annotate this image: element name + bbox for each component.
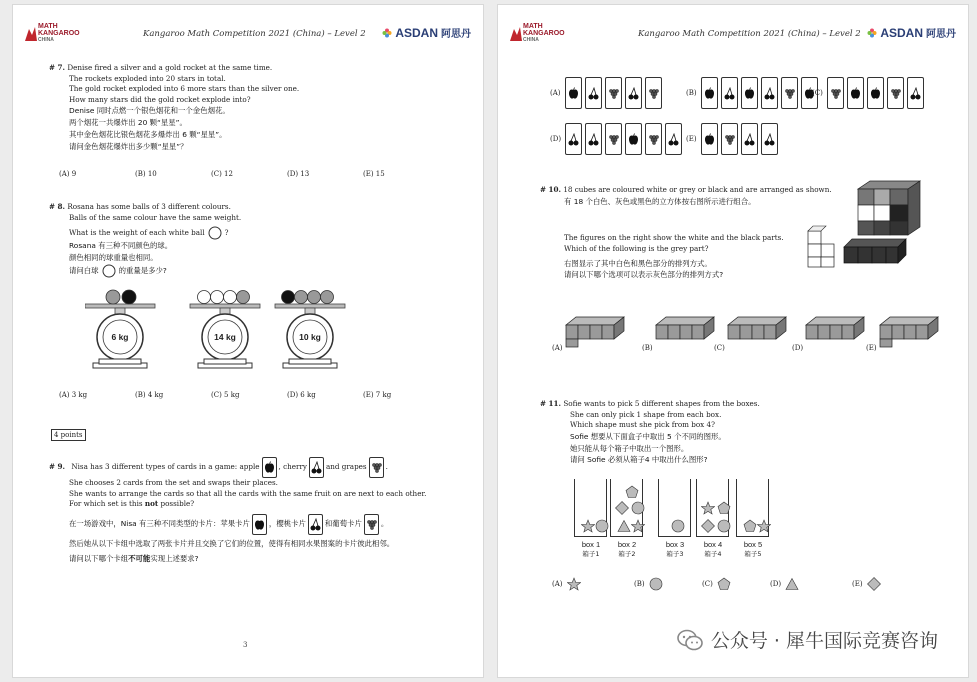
q8-options bbox=[59, 391, 391, 399]
pentagon-shape-icon bbox=[743, 519, 757, 533]
box-5 bbox=[736, 479, 769, 537]
q10-grey-shape-d bbox=[804, 315, 870, 349]
grapes-icon bbox=[371, 461, 382, 474]
q9-option-label: (B) bbox=[686, 89, 697, 97]
box-1-label: box 1 箱子1 bbox=[581, 540, 601, 558]
grapes-card bbox=[781, 77, 798, 109]
q10-grey-shape-e bbox=[878, 315, 944, 349]
grapes-icon bbox=[648, 87, 659, 100]
q9-option-label: (D) bbox=[550, 135, 562, 143]
full-cube-arrangement bbox=[858, 181, 920, 235]
watermark-text: 公众号 · 犀牛国际竞赛咨询 bbox=[710, 630, 938, 652]
box-4-label: box 4 箱子4 bbox=[703, 540, 723, 558]
grapes-icon bbox=[608, 133, 619, 146]
q8-option-d[interactable]: (D) 6 kg bbox=[287, 391, 316, 399]
q10-grey-shape-a bbox=[564, 315, 630, 349]
grapes-card bbox=[605, 77, 622, 109]
right-page bbox=[497, 4, 969, 678]
q11-option-d[interactable] bbox=[770, 577, 799, 591]
cherry-icon bbox=[910, 87, 921, 100]
cherry-icon bbox=[310, 518, 321, 531]
apple-card bbox=[625, 123, 642, 155]
grapes-card bbox=[827, 77, 844, 109]
pentagon-shape-icon bbox=[717, 501, 731, 515]
q11-option-label: (C) bbox=[702, 580, 713, 588]
apple-icon bbox=[850, 87, 861, 100]
diamond-shape-icon bbox=[701, 519, 715, 533]
box-2 bbox=[610, 479, 643, 537]
page-number: 3 bbox=[243, 641, 248, 649]
wechat-watermark bbox=[677, 626, 938, 653]
grapes-card bbox=[605, 123, 622, 155]
apple-icon bbox=[704, 133, 715, 146]
box-3-label: box 3 箱子3 bbox=[665, 540, 685, 558]
circle-shape-icon bbox=[649, 577, 663, 591]
q7-option-a[interactable]: (A) 9 bbox=[59, 170, 77, 178]
asdan-flower-icon bbox=[382, 28, 392, 38]
q9-option-label: (A) bbox=[550, 89, 561, 97]
cherry-card bbox=[721, 77, 738, 109]
q10-cubes-figure bbox=[798, 179, 958, 279]
q9-option-label: (E) bbox=[686, 135, 697, 143]
triangle-shape-icon bbox=[785, 577, 799, 591]
points-label: 4 points bbox=[51, 429, 86, 441]
kangaroo-logo-icon bbox=[508, 25, 524, 43]
question-10: # 10. 18 cubes are coloured white or grey or black and are arranged as shown. 有 18 个白色、灰色或黑色的立方体按右图所示进行组合。 The figures on the right show the white and the black parts. Which of the following is the grey part? 右图显示了其中白色和黑色部分的排列方式。 请问以下哪个选项可以表示灰色部分的排列方式? bbox=[540, 185, 832, 280]
wechat-icon bbox=[677, 629, 703, 651]
scale-1-reading: 6 kg bbox=[111, 332, 129, 342]
scale-2-reading: 14 kg bbox=[214, 332, 236, 342]
q9-option-d[interactable] bbox=[550, 123, 682, 155]
q11-option-label: (B) bbox=[634, 580, 645, 588]
q7-option-e[interactable]: (E) 15 bbox=[363, 170, 385, 178]
q9-option-b[interactable] bbox=[686, 77, 818, 109]
pentagon-shape-icon bbox=[625, 485, 639, 499]
scale-3-reading: 10 kg bbox=[299, 332, 321, 342]
star-shape-icon bbox=[631, 519, 645, 533]
cherry-card bbox=[741, 123, 758, 155]
question-8: # 8. Rosana has some balls of 3 different colours. Balls of the same colour have the same weight. What is the weight of each white ball ? Rosana 有三种不同颜色的球。 颜色相同的球重量也相同。 请问白球 的重量是多少? bbox=[49, 202, 241, 278]
apple-icon bbox=[254, 518, 265, 531]
apple-card bbox=[565, 77, 582, 109]
apple-card bbox=[741, 77, 758, 109]
apple-icon bbox=[870, 87, 881, 100]
q9-option-c[interactable] bbox=[812, 77, 924, 109]
scale-3 bbox=[275, 291, 345, 369]
cherry-icon bbox=[568, 133, 579, 146]
black-part bbox=[844, 239, 906, 263]
q10-option-c[interactable]: (C) bbox=[714, 344, 725, 352]
q10-option-d[interactable]: (D) bbox=[792, 344, 804, 352]
q10-grey-shape-b bbox=[654, 315, 720, 349]
cherry-card bbox=[625, 77, 642, 109]
grapes-icon bbox=[608, 87, 619, 100]
circle-shape-icon bbox=[595, 519, 609, 533]
scales-figure bbox=[85, 287, 385, 377]
grapes-card bbox=[645, 77, 662, 109]
q11-option-c[interactable] bbox=[702, 577, 731, 591]
pentagon-shape-icon bbox=[717, 577, 731, 591]
white-ball-icon bbox=[102, 264, 116, 278]
apple-card bbox=[252, 514, 267, 535]
header-title: Kangaroo Math Competition 2021 (China) – Level 2 bbox=[638, 29, 861, 39]
apple-card bbox=[847, 77, 864, 109]
scale-1 bbox=[85, 290, 155, 368]
grapes-card bbox=[369, 457, 384, 478]
math-kangaroo-logo: MATH KANGAROO CHINA bbox=[23, 23, 87, 47]
cherry-icon bbox=[311, 461, 322, 474]
cherry-icon bbox=[724, 87, 735, 100]
star-shape-icon bbox=[567, 577, 581, 591]
white-ball-icon bbox=[208, 226, 222, 240]
q8-option-e[interactable]: (E) 7 kg bbox=[363, 391, 392, 399]
cherry-card bbox=[907, 77, 924, 109]
circle-shape-icon bbox=[631, 501, 645, 515]
cherry-card bbox=[585, 77, 602, 109]
cherry-card bbox=[308, 514, 323, 535]
q11-option-label: (A) bbox=[552, 580, 563, 588]
asdan-logo: ASDAN 阿思丹 bbox=[382, 25, 471, 40]
q8-option-c[interactable]: (C) 5 kg bbox=[211, 391, 240, 399]
q11-option-label: (D) bbox=[770, 580, 782, 588]
q8-option-b[interactable]: (B) 4 kg bbox=[135, 391, 164, 399]
q10-option-a[interactable]: (A) bbox=[552, 344, 563, 352]
q7-options bbox=[59, 170, 385, 178]
apple-icon bbox=[264, 461, 275, 474]
grapes-icon bbox=[648, 133, 659, 146]
q8-option-a[interactable]: (A) 3 kg bbox=[59, 391, 88, 399]
q11-option-b[interactable] bbox=[634, 577, 663, 591]
box-5-label: box 5 箱子5 bbox=[743, 540, 763, 558]
question-7: # 7. Denise fired a silver and a gold rocket at the same time. The rockets exploded into 20 stars in total. The gold rocket exploded into 6 more stars than the silver one. How many stars did the gold rocket explode into? Denise 同时点燃一个银色烟花和一个金色烟花。 两个烟花一共爆炸出 20 颗“星星”。 其中金色烟花比银色烟花多爆炸出 6 颗“星星”。 请问金色烟花爆炸出多少颗“星星”？ bbox=[49, 63, 300, 151]
apple-icon bbox=[744, 87, 755, 100]
star-shape-icon bbox=[581, 519, 595, 533]
question-9: # 9. Nisa has 3 different types of cards in a game: apple , cherry and grapes . She chooses 2 cards from the set and swaps their places. She wants to arrange the cards so that all the cards with the same fruit on are next to each other. For which set is this not possible? 在一场游戏中，Nisa 有三种不同类型的卡片：苹果卡片 ，樱桃卡片 和葡萄卡片 。 然后她从以下卡组中选取了两张卡片并且交换了它们的位置，使得有相同水果图案的卡片彼此相邻。 请问以下哪个卡组不可能实现上述要求? bbox=[49, 457, 479, 564]
apple-icon bbox=[704, 87, 715, 100]
box-1 bbox=[574, 479, 607, 537]
cherry-icon bbox=[668, 133, 679, 146]
cherry-icon bbox=[588, 87, 599, 100]
cherry-card bbox=[309, 457, 324, 478]
question-11: # 11. Sofie wants to pick 5 different shapes from the boxes. She can only pick 1 shape from each box. Which shape must she pick from box 4? Sofie 想要从下面盒子中取出 5 个不同的图形。 她只能从每个箱子中取出一个图形。 请问 Sofie 必须从箱子4 中取出什么图形? bbox=[540, 399, 760, 465]
cherry-card bbox=[565, 123, 582, 155]
apple-icon bbox=[568, 87, 579, 100]
q11-option-label: (E) bbox=[852, 580, 863, 588]
star-shape-icon bbox=[701, 501, 715, 515]
box-2-label: box 2 箱子2 bbox=[617, 540, 637, 558]
star-shape-icon bbox=[757, 519, 771, 533]
cherry-card bbox=[585, 123, 602, 155]
grapes-card bbox=[645, 123, 662, 155]
apple-card bbox=[867, 77, 884, 109]
q11-option-a[interactable] bbox=[552, 577, 581, 591]
grapes-icon bbox=[830, 87, 841, 100]
grapes-card bbox=[887, 77, 904, 109]
grapes-card bbox=[364, 514, 379, 535]
q9-option-label: (C) bbox=[812, 89, 823, 97]
apple-icon bbox=[628, 133, 639, 146]
q9-option-e[interactable] bbox=[686, 123, 778, 155]
apple-card bbox=[701, 77, 718, 109]
scale-2 bbox=[190, 291, 260, 369]
grapes-icon bbox=[366, 518, 377, 531]
grapes-icon bbox=[784, 87, 795, 100]
q11-option-e[interactable] bbox=[852, 577, 881, 591]
cherry-icon bbox=[588, 133, 599, 146]
cherry-icon bbox=[628, 87, 639, 100]
q10-grey-shape-c bbox=[726, 315, 792, 349]
cherry-card bbox=[761, 77, 778, 109]
math-kangaroo-logo: MATH KANGAROO CHINA bbox=[508, 23, 572, 47]
grapes-card bbox=[721, 123, 738, 155]
asdan-flower-icon bbox=[867, 28, 877, 38]
cherry-card bbox=[665, 123, 682, 155]
cherry-icon bbox=[744, 133, 755, 146]
circle-shape-icon bbox=[717, 519, 731, 533]
asdan-logo: ASDAN 阿思丹 bbox=[867, 25, 956, 40]
white-part bbox=[808, 226, 834, 267]
kangaroo-logo-icon bbox=[23, 25, 39, 43]
box-3 bbox=[658, 479, 691, 537]
q10-option-b[interactable]: (B) bbox=[642, 344, 653, 352]
q7-option-c[interactable]: (C) 12 bbox=[211, 170, 233, 178]
apple-card bbox=[262, 457, 277, 478]
cherry-icon bbox=[764, 87, 775, 100]
circle-shape-icon bbox=[671, 519, 685, 533]
left-page bbox=[12, 4, 484, 678]
q7-option-b[interactable]: (B) 10 bbox=[135, 170, 157, 178]
cherry-icon bbox=[764, 133, 775, 146]
q10-option-e[interactable]: (E) bbox=[866, 344, 877, 352]
apple-card bbox=[701, 123, 718, 155]
diamond-shape-icon bbox=[867, 577, 881, 591]
triangle-shape-icon bbox=[617, 519, 631, 533]
q7-option-d[interactable]: (D) 13 bbox=[287, 170, 310, 178]
header-title: Kangaroo Math Competition 2021 (China) – Level 2 bbox=[143, 29, 366, 39]
diamond-shape-icon bbox=[615, 501, 629, 515]
cherry-card bbox=[761, 123, 778, 155]
q9-option-a[interactable] bbox=[550, 77, 662, 109]
box-4 bbox=[696, 479, 729, 537]
grapes-icon bbox=[724, 133, 735, 146]
grapes-icon bbox=[890, 87, 901, 100]
